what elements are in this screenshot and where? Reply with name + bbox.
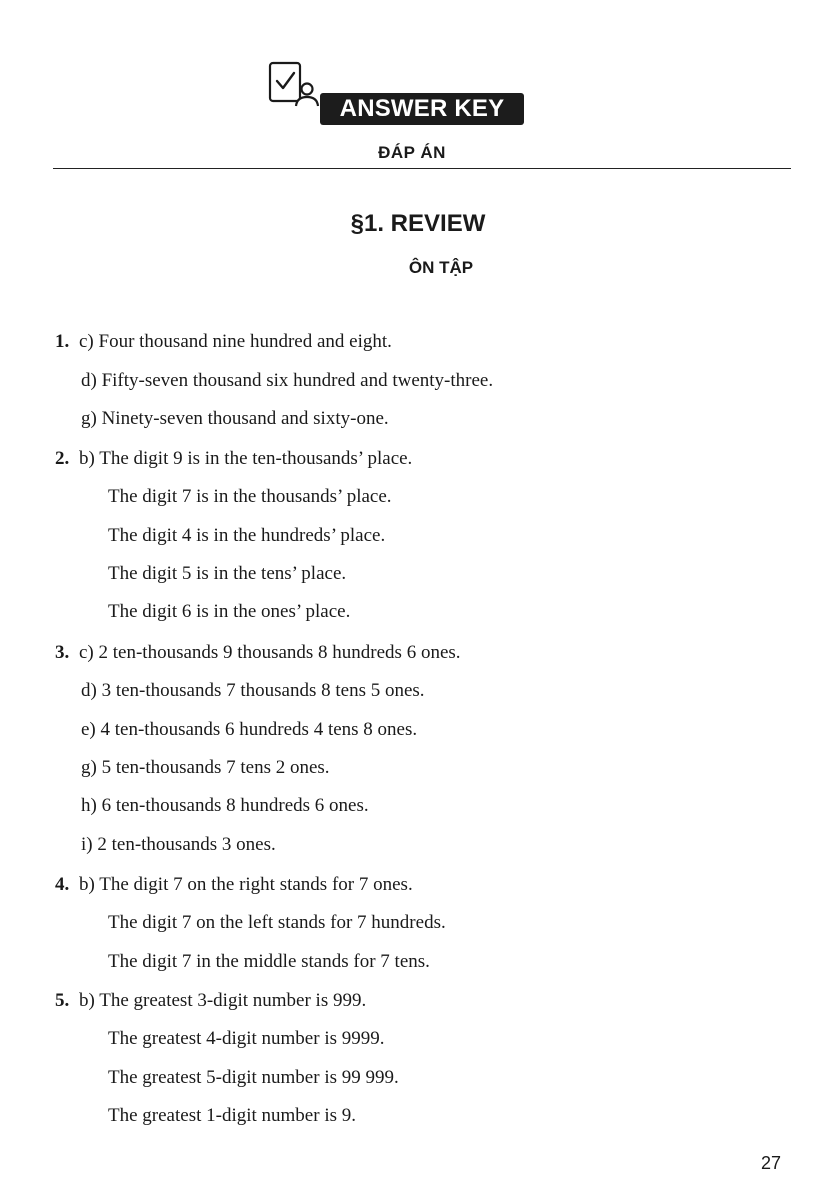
answer-line: The digit 7 is in the thousands’ place. [108,486,392,507]
answer-key-badge: ANSWER KEY [320,93,524,125]
answer-line: b) The greatest 3-digit number is 999. [79,990,367,1011]
answer-line: e) 4 ten-thousands 6 hundreds 4 tens 8 ones. [81,719,418,740]
answer-line: d) 3 ten-thousands 7 thousands 8 tens 5 ones. [81,680,425,701]
answer-line: b) The digit 7 on the right stands for 7 ones. [79,874,413,895]
answer-line: g) 5 ten-thousands 7 tens 2 ones. [81,757,330,778]
answer-line: h) 6 ten-thousands 8 hundreds 6 ones. [81,795,369,816]
answer-line: i) 2 ten-thousands 3 ones. [81,834,276,855]
answer-line: c) 2 ten-thousands 9 thousands 8 hundreds 6 ones. [79,642,461,663]
header-subtitle: ĐÁP ÁN [378,143,446,162]
answer-line: The greatest 4-digit number is 9999. [108,1028,385,1049]
answer-line: c) Four thousand nine hundred and eight. [79,331,392,352]
answer-line: The digit 4 is in the hundreds’ place. [108,525,386,546]
answer-line: The digit 5 is in the tens’ place. [108,563,347,584]
answer-line: g) Ninety-seven thousand and sixty-one. [81,408,389,429]
section-title: §1. REVIEW [350,210,486,237]
checklist-person-icon [266,60,326,120]
answer-key-banner [266,60,536,130]
page-number: 27 [761,1153,782,1173]
answer-line: The digit 7 on the left stands for 7 hundreds. [108,912,446,933]
answer-line: b) The digit 9 is in the ten-thousands’ place. [79,448,413,469]
answer-number: 2. [55,448,70,469]
answer-line: d) Fifty-seven thousand six hundred and twenty-three. [81,370,494,391]
answer-number: 5. [55,990,70,1011]
answer-line: The greatest 5-digit number is 99 999. [108,1067,399,1088]
header-divider [53,168,791,169]
answer-line: The greatest 1-digit number is 9. [108,1105,356,1126]
section-subtitle: ÔN TẬP [408,258,474,277]
answer-number: 1. [55,331,70,352]
answer-number: 3. [55,642,70,663]
answer-number: 4. [55,874,70,895]
answer-line: The digit 7 in the middle stands for 7 tens. [108,951,430,972]
answer-line: The digit 6 is in the ones’ place. [108,601,351,622]
